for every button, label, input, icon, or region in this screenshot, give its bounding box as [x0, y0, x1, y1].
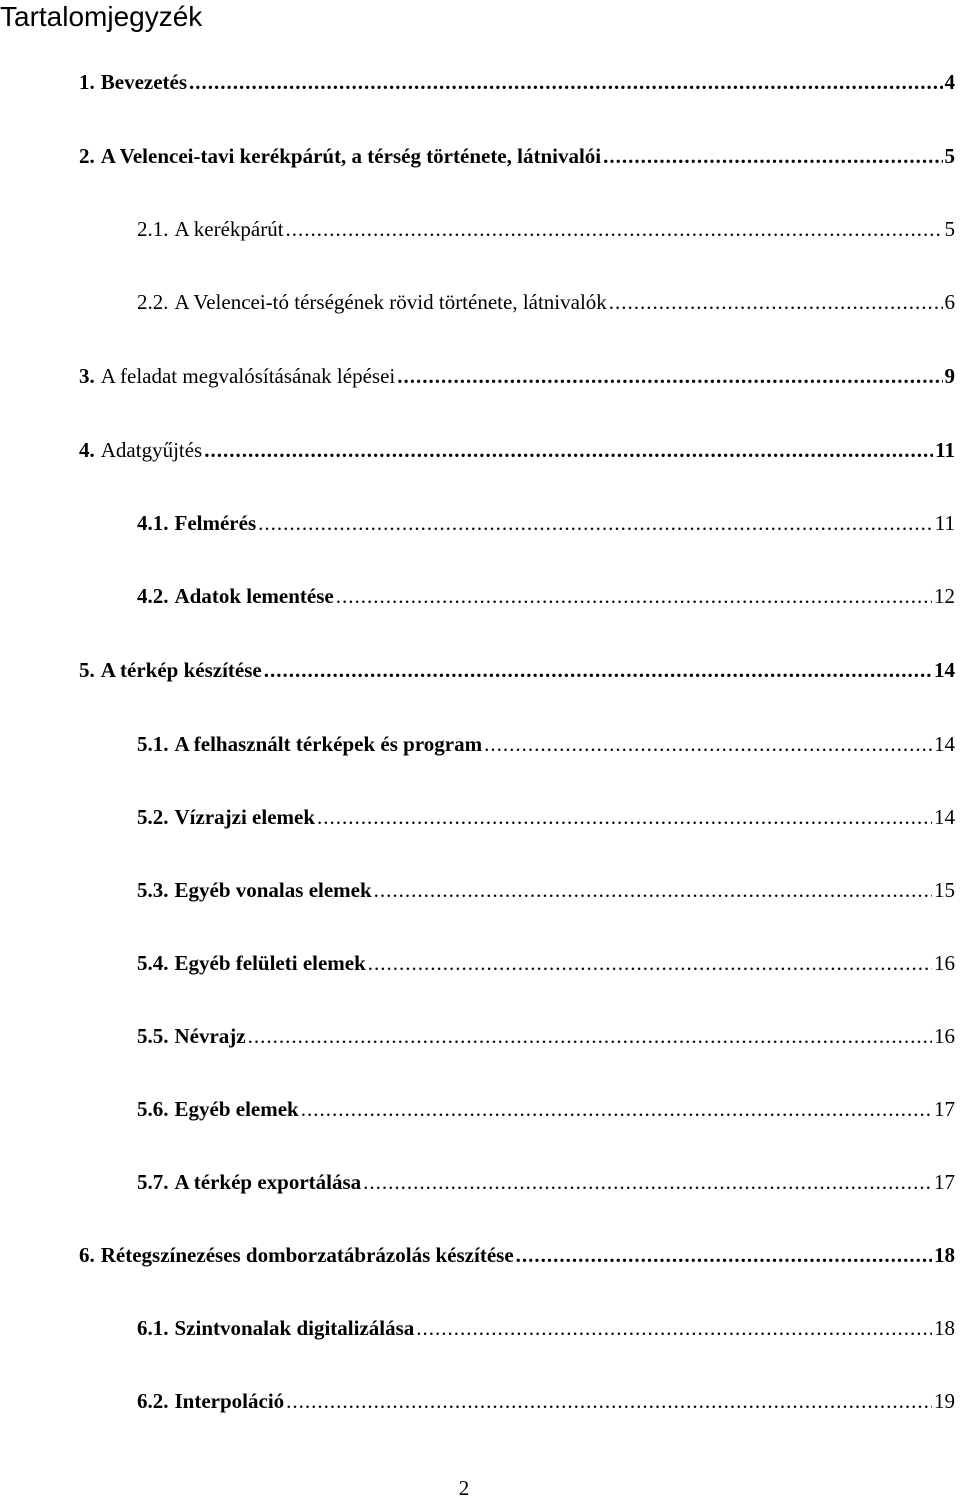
entry-page-number: 9	[944, 364, 955, 388]
toc-entry[interactable]	[79, 655, 955, 685]
entry-label: Egyéb elemek	[174, 1097, 299, 1121]
entry-label: Interpoláció	[174, 1389, 285, 1413]
entry-number: 6.1.	[137, 1316, 169, 1340]
dot-leader	[189, 67, 942, 97]
toc-entry[interactable]	[137, 1386, 955, 1416]
dot-leader	[286, 1386, 932, 1416]
entry-number: 2.2.	[137, 290, 169, 314]
toc-entry[interactable]	[137, 875, 955, 905]
toc-entry[interactable]	[137, 214, 955, 244]
dot-leader	[609, 287, 943, 317]
toc-entry[interactable]	[137, 287, 955, 317]
entry-number: 5.2.	[137, 805, 169, 829]
toc-entry[interactable]	[79, 141, 955, 171]
entry-page-number: 11	[934, 511, 955, 535]
dot-leader	[363, 1167, 932, 1197]
entry-label: Adatok lementése	[174, 584, 334, 608]
entry-label: A térkép exportálása	[174, 1170, 362, 1194]
entry-page-number: 14	[934, 658, 955, 682]
entry-page-number: 18	[934, 1243, 955, 1267]
dot-leader	[603, 141, 942, 171]
entry-number: 2.	[79, 144, 95, 168]
dot-leader	[416, 1313, 932, 1343]
entry-number: 4.2.	[137, 584, 169, 608]
toc-entry[interactable]	[137, 948, 955, 978]
entry-page-number: 6	[944, 290, 955, 314]
entry-number: 5.6.	[137, 1097, 169, 1121]
entry-label: A kerékpárút	[174, 217, 284, 241]
toc-entry[interactable]	[79, 67, 955, 97]
entry-number: 1.	[79, 70, 95, 94]
dot-leader	[204, 435, 933, 465]
entry-number: 6.	[79, 1243, 95, 1267]
entry-label: A Velencei-tó térségének rövid története, látnivalók	[174, 290, 607, 314]
entry-label: Vízrajzi elemek	[174, 805, 316, 829]
toc-entry[interactable]	[137, 1313, 955, 1343]
entry-number: 5.4.	[137, 951, 169, 975]
entry-page-number: 14	[934, 732, 955, 756]
entry-page-number: 17	[934, 1170, 955, 1194]
entry-label: Felmérés	[174, 511, 257, 535]
entry-number: 5.	[79, 658, 95, 682]
entry-label: Szintvonalak digitalizálása	[174, 1316, 415, 1340]
page-number: 2	[458, 1476, 470, 1500]
entry-page-number: 14	[934, 805, 955, 829]
entry-number: 4.1.	[137, 511, 169, 535]
toc-entry[interactable]	[137, 1167, 955, 1197]
entry-number: 5.7.	[137, 1170, 169, 1194]
entry-page-number: 16	[934, 1024, 955, 1048]
entry-page-number: 5	[944, 144, 955, 168]
entry-number: 4.	[79, 438, 95, 462]
dot-leader	[258, 508, 933, 538]
dot-leader	[301, 1094, 932, 1124]
dot-leader	[516, 1240, 932, 1270]
entry-label: Névrajz	[174, 1024, 246, 1048]
toc-entry[interactable]	[137, 802, 955, 832]
entry-label: A feladat megvalósításának lépései	[100, 364, 396, 388]
entry-label: Egyéb felületi elemek	[174, 951, 366, 975]
toc-entry[interactable]	[137, 508, 955, 538]
entry-number: 6.2.	[137, 1389, 169, 1413]
toc-entry[interactable]	[79, 1240, 955, 1270]
dot-leader	[374, 875, 932, 905]
entry-label: A Velencei-tavi kerékpárút, a térség története, látnivalói	[100, 144, 602, 168]
dot-leader	[484, 729, 932, 759]
entry-number: 5.3.	[137, 878, 169, 902]
entry-page-number: 16	[934, 951, 955, 975]
entry-page-number: 19	[934, 1389, 955, 1413]
entry-label: A felhasznált térképek és program	[174, 732, 483, 756]
entry-number: 5.1.	[137, 732, 169, 756]
page-title: Tartalomjegyzék	[0, 1, 203, 32]
entry-label: Egyéb vonalas elemek	[174, 878, 372, 902]
entry-page-number: 17	[934, 1097, 955, 1121]
entry-label: Adatgyűjtés	[100, 438, 203, 462]
entry-label: Bevezetés	[100, 70, 188, 94]
entry-page-number: 5	[944, 217, 955, 241]
entry-number: 3.	[79, 364, 95, 388]
dot-leader	[264, 655, 932, 685]
dot-leader	[397, 361, 942, 391]
dot-leader	[248, 1021, 932, 1051]
dot-leader	[336, 581, 932, 611]
dot-leader	[368, 948, 932, 978]
toc-entry[interactable]	[137, 729, 955, 759]
entry-page-number: 4	[944, 70, 955, 94]
entry-page-number: 18	[934, 1316, 955, 1340]
toc-entry[interactable]	[137, 1094, 955, 1124]
dot-leader	[317, 802, 932, 832]
entry-label: Rétegszínezéses domborzatábrázolás készítése	[100, 1243, 514, 1267]
toc-entry[interactable]	[79, 435, 955, 465]
entry-page-number: 11	[935, 438, 955, 462]
toc-entry[interactable]	[137, 1021, 955, 1051]
entry-page-number: 12	[934, 584, 955, 608]
entry-page-number: 15	[934, 878, 955, 902]
entry-number: 5.5.	[137, 1024, 169, 1048]
dot-leader	[286, 214, 943, 244]
entry-number: 2.1.	[137, 217, 169, 241]
entry-label: A térkép készítése	[100, 658, 262, 682]
toc-entry[interactable]	[137, 581, 955, 611]
toc-entry[interactable]	[79, 361, 955, 391]
